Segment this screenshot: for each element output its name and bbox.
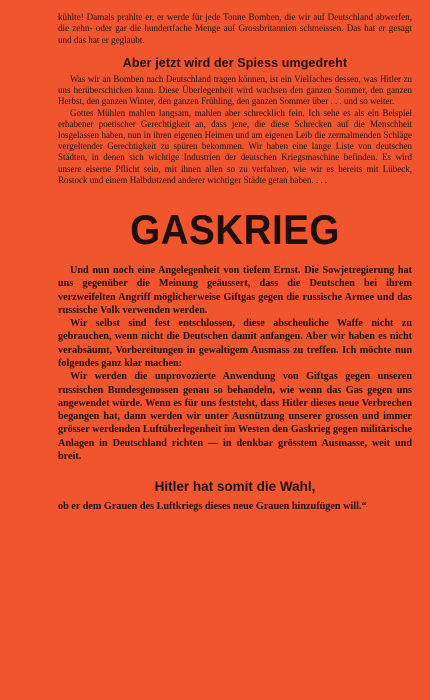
closing-paragraph: ob er dem Grauen des Luftkriegs dieses neue Grauen hinzufügen will.“: [58, 501, 367, 513]
section-2-paragraph: Wir werden die unprovozierte Anwendung von Giftgas gegen unseren russischen Bundesgenossen genau so behandeln, wie wenn das Gas gegen uns angewendet würde. Wenn es für uns feststeht, dass Hitler dieses neue Verbrechen begangen hat, dann werden wir unter Ausnützung unserer grossen und immer grösser werdenden Luftüberlegenheit im Westen den Gaskrieg gegen militärische Anlagen in Deutschland richten — in denkbar grösstem Ausmasse, weit und breit.: [58, 371, 412, 463]
section-2-paragraph: Wir selbst sind fest entschlossen, diese abscheuliche Waffe nicht zu gebrauchen, wenn nicht die Deutschen damit anfangen. Aber wir haben es nicht verabsäumt, Vorbereitungen in gewaltigem Ausmass zu treffen. Ich möchte nun folgendes ganz klar machen:: [58, 318, 412, 369]
section-1-paragraph: Gottes Mühlen mahlen langsam, mahlen aber schrecklich fein. Ich sehe es als ein Beispiel erhabener poetischer Gerechtigkeit an, dass jene, die diese Schrecken auf die Menschheit losgelassen haben, nun in ihren eigenen Heimen und am eigenen Leib die zermalmenden Schläge vergeltender Gerechtigkeit zu spüren bekommen. Wir haben eine lange Liste von deutschen Städten, in denen sich wichtige Industrien der deutschen Kriegsmaschine befinden. Es wird unsere eiserne Pflicht sein, mit ihnen allen so zu verfahren, wie wir es bereits mit Lübeck, Rostock und einem Halbdutzend anderer wichtiger Städte getan haben. . . .: [58, 107, 412, 185]
top-paragraph: kühlte! Damals prahlte er, er werde für jede Tonne Bomben, die wir auf Deutschland abwerfen, die zehn- oder gar die hundertfache Menge auf Grossbritannien schmeissen. Das hat er gesagt und das hat er geglaubt.: [58, 12, 412, 45]
gaskrieg-title: GASKRIEG: [130, 205, 340, 253]
section-2-body: [58, 264, 412, 463]
section-1-body: [58, 74, 412, 186]
section-1-paragraph: Was wir an Bomben nach Deutschland tragen können, ist ein Vielfaches dessen, was Hitler zu uns herüberschicken kann. Diese Überlegenheit wird wachsen den ganzen Sommer, den ganzen Herbst, den ganzen Winter, den ganzen Frühling, den ganzen Sommer über . . . und so weiter.: [58, 73, 412, 107]
section-heading-spiess: Aber jetzt wird der Spiess umgedreht: [122, 55, 348, 70]
section-2-paragraph: Und nun noch eine Angelegenheit von tiefem Ernst. Die Sowjetregierung hat uns gegenüber die Meinung geäussert, dass die Deutschen bei ihrem verzweifelten Angriff möglicherweise Giftgas gegen die russische Armee und das russische Volk verwenden werden.: [58, 264, 412, 316]
section-heading-wahl: Hitler hat somit die Wahl,: [154, 479, 316, 495]
